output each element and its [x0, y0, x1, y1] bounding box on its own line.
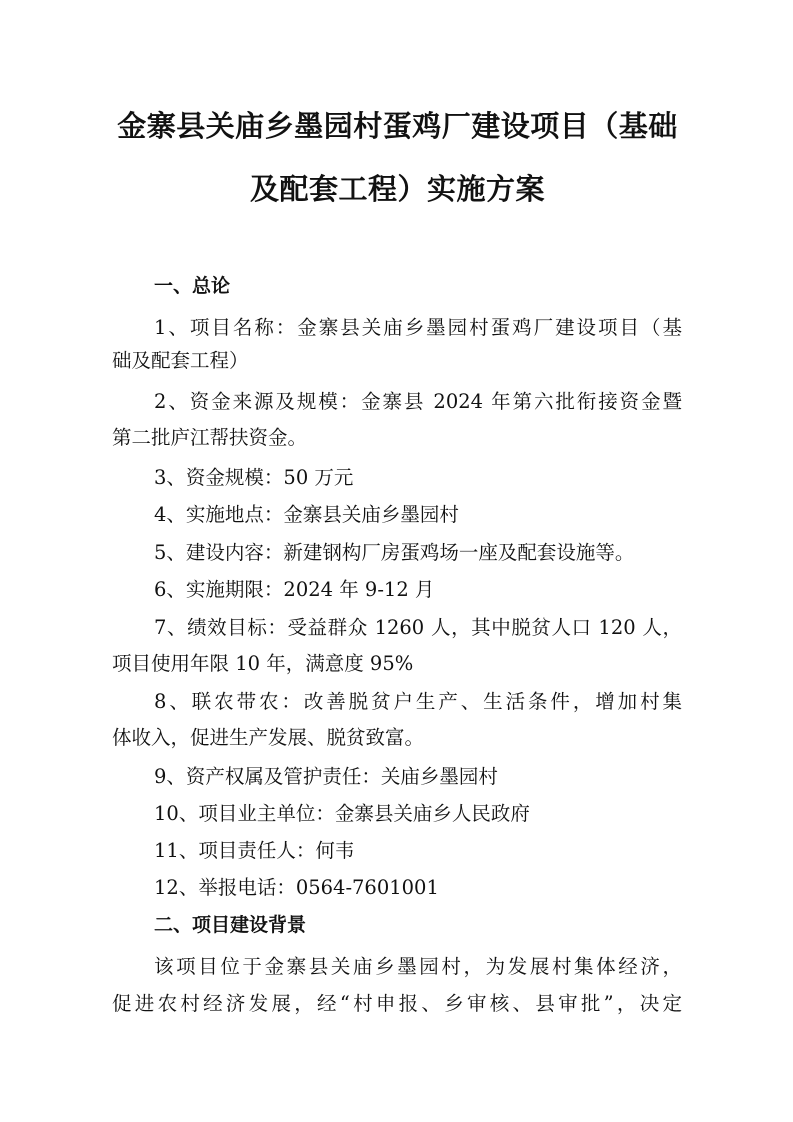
document-title-line-1: 金寨县关庙乡墨园村蛋鸡厂建设项目（基础	[117, 109, 678, 143]
item-funding-source-line-1: 2、资金来源及规模：金寨县 2024 年第六批衔接资金暨	[154, 390, 682, 413]
background-paragraph-line-1: 该项目位于金寨县关庙乡墨园村，为发展村集体经济，	[154, 955, 682, 978]
section-heading-background: 二、项目建设背景	[154, 914, 307, 936]
item-report-phone: 12、举报电话：0564-7601001	[154, 876, 439, 899]
item-owner-unit: 10、项目业主单位：金寨县关庙乡人民政府	[154, 802, 530, 825]
item-asset-ownership: 9、资产权属及管护责任：关庙乡墨园村	[154, 765, 498, 788]
item-project-name-line-1: 1、项目名称：金寨县关庙乡墨园村蛋鸡厂建设项目（基	[154, 316, 682, 339]
section-heading-general: 一、总论	[154, 275, 231, 297]
document-title-line-2: 及配套工程）实施方案	[249, 172, 545, 206]
item-construction-content: 5、建设内容：新建钢构厂房蛋鸡场一座及配套设施等。	[154, 541, 635, 564]
item-funding-scale: 3、资金规模：50 万元	[154, 466, 354, 489]
item-funding-source-line-2: 第二批庐江帮扶资金。	[112, 426, 308, 449]
item-implementation-period: 6、实施期限：2024 年 9-12 月	[154, 578, 435, 601]
item-location: 4、实施地点：金寨县关庙乡墨园村	[154, 503, 459, 526]
item-performance-target-line-1: 7、绩效目标：受益群众 1260 人，其中脱贫人口 120 人，	[154, 616, 682, 639]
item-farmer-benefit-line-1: 8、联农带农：改善脱贫户生产、生活条件，增加村集	[154, 690, 682, 713]
item-farmer-benefit-line-2: 体收入，促进生产发展、脱贫致富。	[112, 726, 425, 749]
item-project-name-line-2: 础及配套工程）	[112, 349, 249, 372]
item-responsible-person: 11、项目责任人：何韦	[154, 839, 355, 862]
background-paragraph-line-2: 促进农村经济发展，经“村申报、乡审核、县审批”，决定	[112, 992, 682, 1015]
item-performance-target-line-2: 项目使用年限 10 年，满意度 95%	[112, 652, 414, 675]
